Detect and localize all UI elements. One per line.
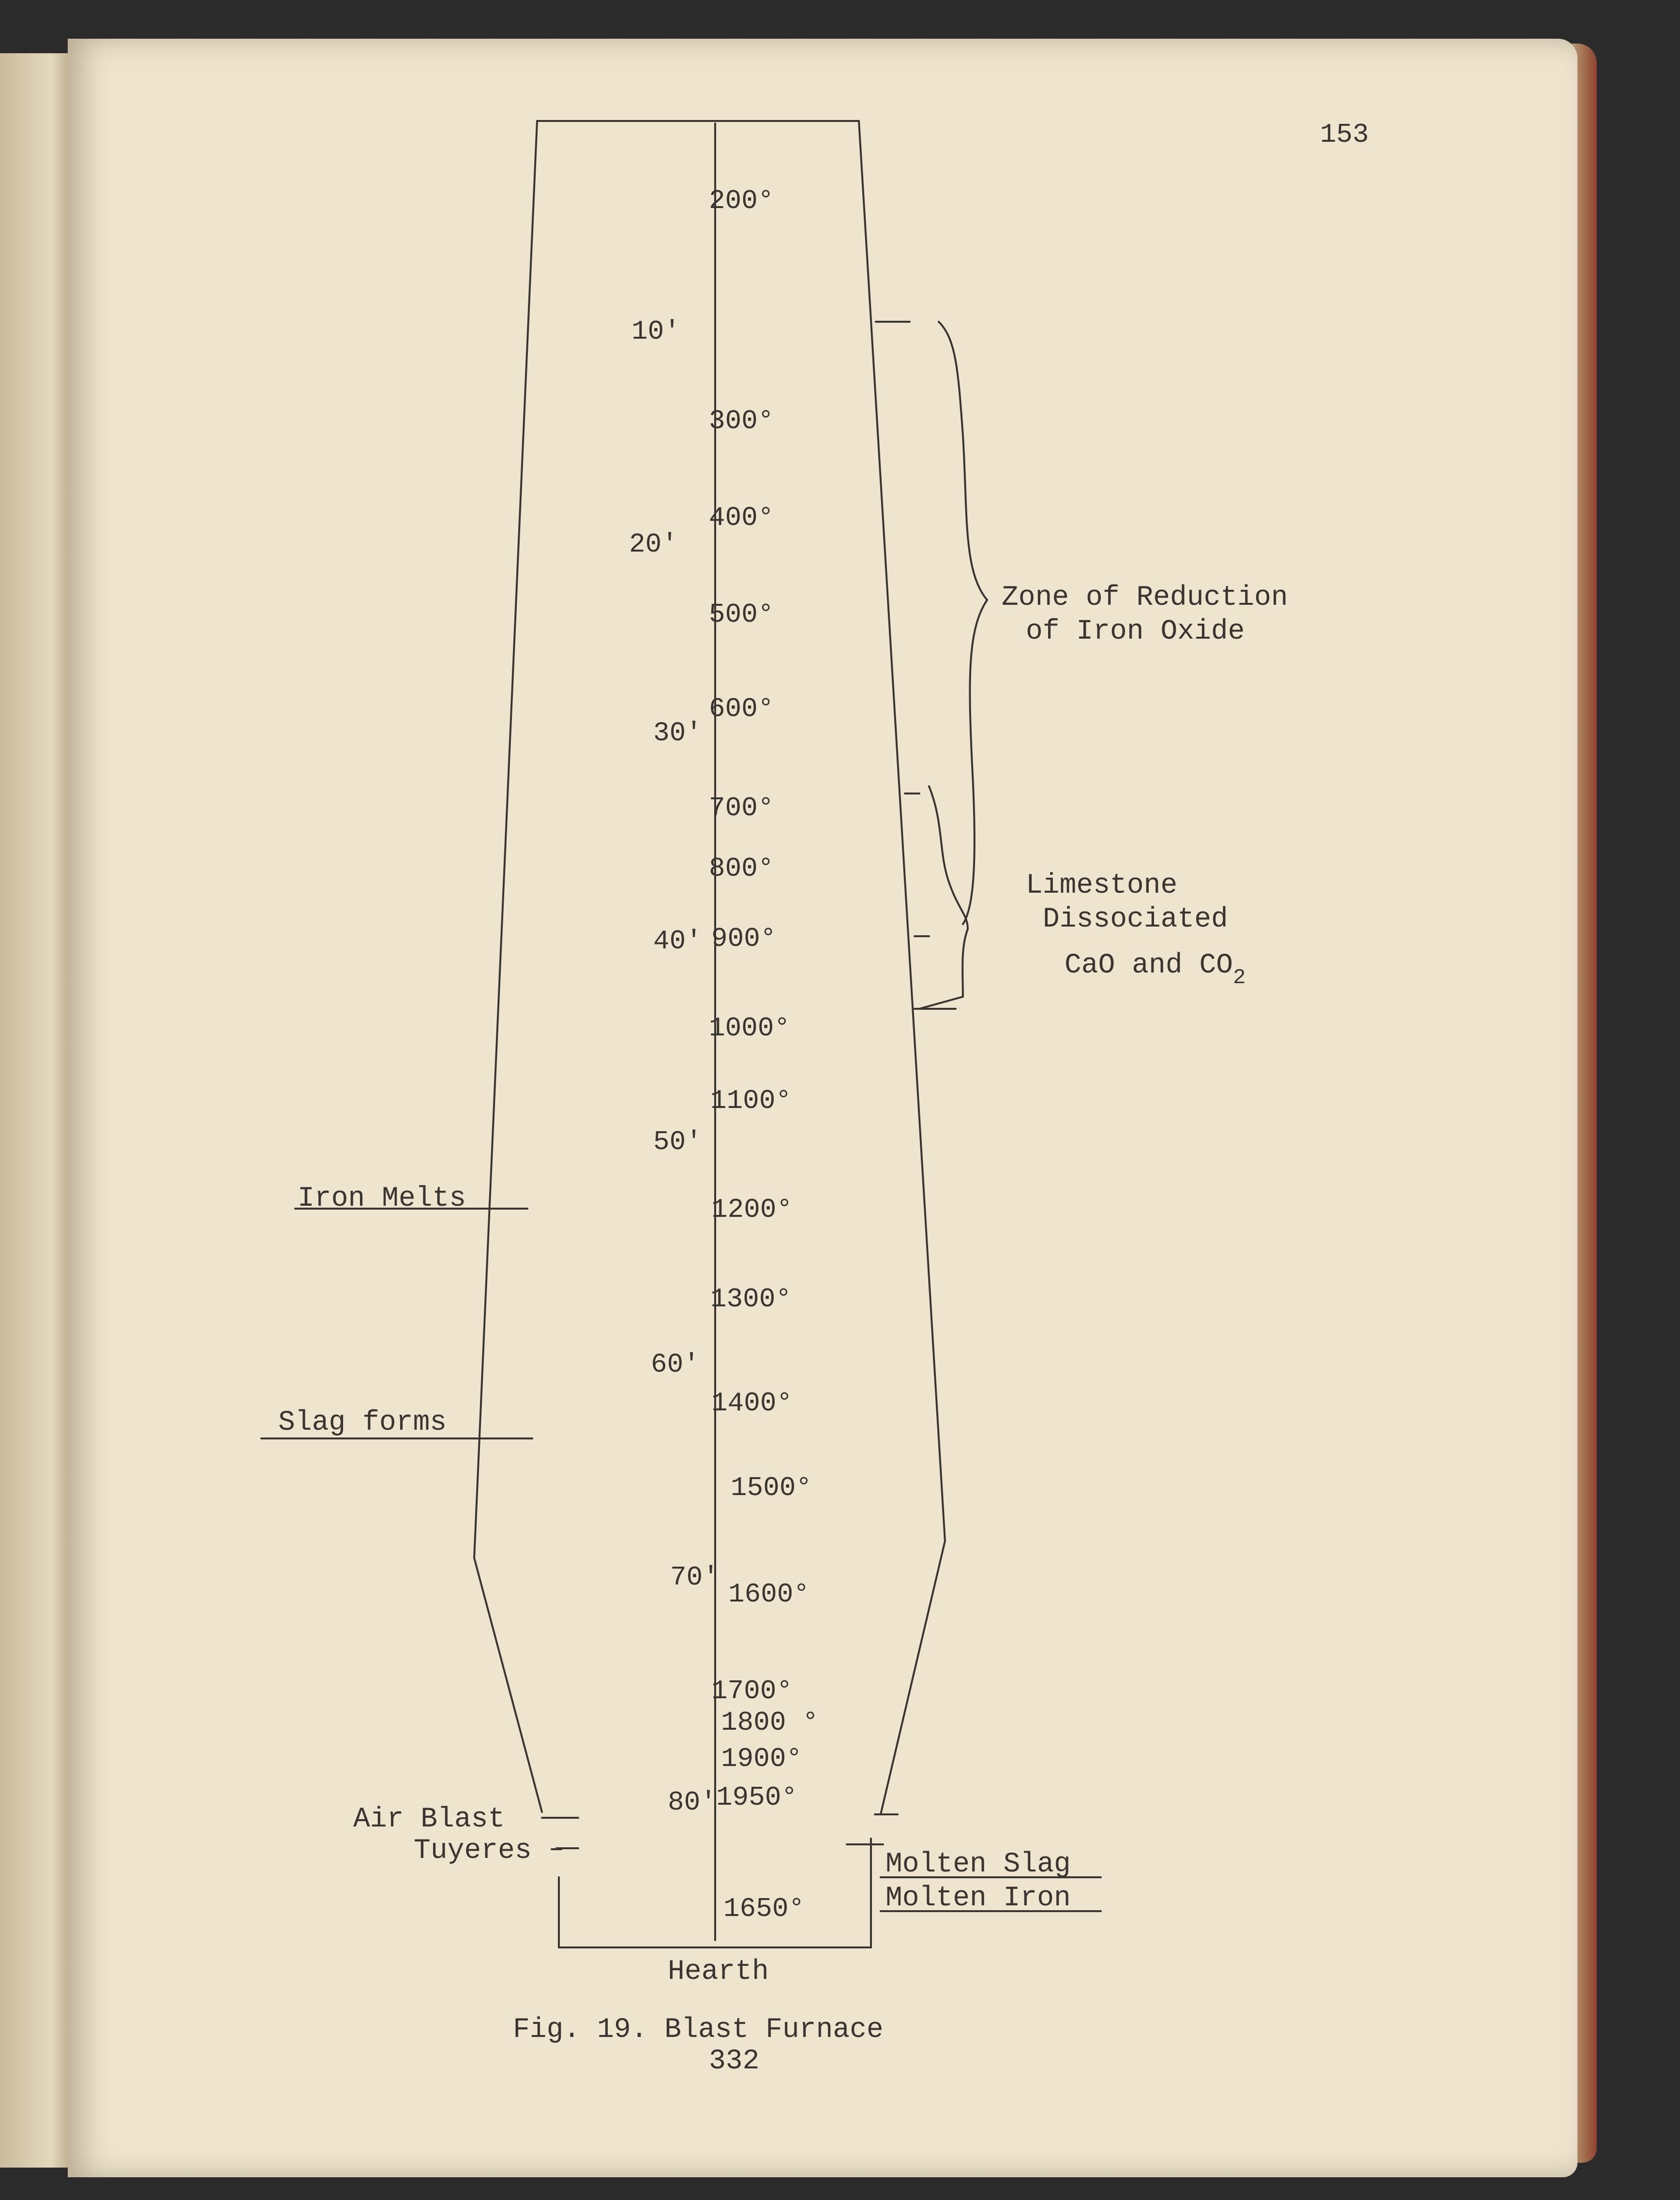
label-hearth: Hearth: [668, 1956, 769, 1988]
depth-mark-10: 10': [631, 316, 680, 347]
zone-limestone-subscript: 2: [1233, 966, 1246, 990]
temp-1000: 1000°: [709, 1013, 791, 1044]
temp-1400: 1400°: [711, 1388, 793, 1419]
zone-limestone-line-3: [1065, 950, 1245, 990]
depth-mark-20: 20': [629, 529, 678, 560]
depth-mark-50: 50': [653, 1126, 702, 1157]
temp-1900: 1900°: [721, 1743, 803, 1774]
zone-reduction-line-2: of Iron Oxide: [1026, 616, 1245, 647]
depth-mark-70: 70': [670, 1562, 719, 1593]
temp-300: 300°: [709, 405, 774, 436]
temp-500: 500°: [709, 599, 774, 630]
temp-1700: 1700°: [711, 1676, 793, 1706]
depth-mark-60: 60': [651, 1349, 700, 1380]
depth-mark-80: 80': [668, 1787, 717, 1818]
furnace-outline: [474, 121, 945, 1814]
reduction-zone-brace: [876, 322, 987, 924]
temp-600: 600°: [709, 693, 774, 724]
depth-marks: [629, 316, 719, 1818]
page-number: 153: [1320, 119, 1369, 150]
figure-sub-number: 332: [709, 2046, 760, 2077]
zone-limestone-line-1: Limestone: [1026, 870, 1178, 901]
label-iron-melts: Iron Melts: [298, 1183, 466, 1214]
depth-mark-30: 30': [653, 718, 702, 748]
label-tuyeres: Tuyeres: [414, 1835, 532, 1867]
zone-reduction-line-1: Zone of Reduction: [1002, 582, 1288, 614]
temp-200: 200°: [709, 185, 774, 216]
temp-1650: 1650°: [723, 1893, 805, 1924]
label-molten-slag: Molten Slag: [885, 1849, 1071, 1880]
temp-1600: 1600°: [728, 1579, 810, 1610]
label-molten-iron: Molten Iron: [885, 1883, 1071, 1914]
temp-800: 800°: [709, 853, 774, 884]
temp-1200: 1200°: [711, 1194, 793, 1225]
temperature-marks: [709, 185, 819, 1924]
temp-1800: 1800 °: [721, 1707, 819, 1738]
depth-mark-40: 40': [653, 926, 702, 957]
limestone-zone-brace: [905, 786, 968, 1009]
label-air-blast: Air Blast: [353, 1804, 505, 1835]
temp-1950: 1950°: [716, 1782, 798, 1813]
temp-700: 700°: [709, 793, 774, 823]
temp-1500: 1500°: [731, 1472, 812, 1503]
zone-limestone-text: CaO and CO: [1065, 950, 1233, 981]
temp-1300: 1300°: [710, 1284, 792, 1315]
temp-400: 400°: [709, 502, 774, 533]
temp-1100: 1100°: [710, 1085, 792, 1116]
zone-limestone-line-2: Dissociated: [1043, 904, 1228, 935]
temp-900: 900°: [711, 923, 777, 954]
figure-caption: Fig. 19. Blast Furnace: [513, 2014, 884, 2046]
label-slag-forms: Slag forms: [278, 1407, 447, 1438]
